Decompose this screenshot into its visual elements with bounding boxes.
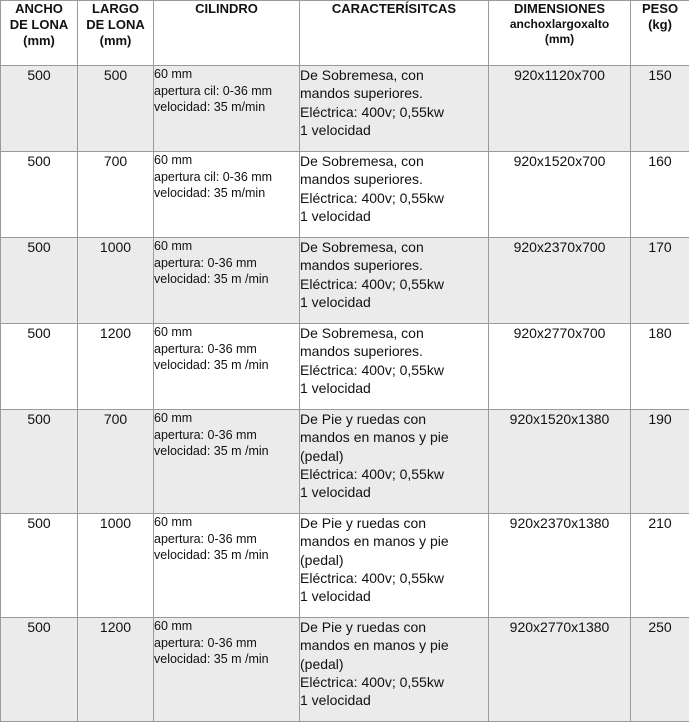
cell-cilindro: [154, 618, 300, 722]
cilindro-line: 60 mm: [154, 239, 193, 253]
caracteristicas-line: De Sobremesa, con: [300, 67, 424, 83]
cell-caracteristicas: [300, 618, 489, 722]
cilindro-line: velocidad: 35 m /min: [154, 444, 269, 458]
header-dimensiones: DIMENSIONES anchoxlargoxalto (mm): [489, 1, 631, 66]
cell-ancho: 500: [1, 410, 78, 514]
caracteristicas-line: mandos superiores.: [300, 343, 423, 360]
cilindro-line: 60 mm: [154, 67, 193, 81]
caracteristicas-line: De Sobremesa, con: [300, 153, 424, 169]
cilindro-line: apertura: 0-36 mm: [154, 635, 257, 650]
cell-cilindro: [154, 238, 300, 324]
cell-dimensiones: 920x1520x700: [489, 152, 631, 238]
caracteristicas-line: De Pie y ruedas con: [300, 515, 427, 531]
caracteristicas-line: Eléctrica: 400v; 0,55kw: [300, 361, 444, 378]
cilindro-line: apertura: 0-36 mm: [154, 341, 257, 356]
caracteristicas-line: mandos superiores.: [300, 257, 423, 274]
header-caracteristicas: CARACTERÍSITCAS: [300, 1, 489, 66]
caracteristicas-line: De Sobremesa, con: [300, 325, 424, 341]
cilindro-line: apertura: 0-36 mm: [154, 255, 257, 270]
cilindro-line: 60 mm: [154, 515, 193, 529]
cell-cilindro: [154, 66, 300, 152]
caracteristicas-line: mandos superiores.: [300, 85, 423, 102]
cell-caracteristicas: [300, 238, 489, 324]
cilindro-line: apertura cil: 0-36 mm: [154, 83, 273, 98]
cell-largo: 1000: [78, 514, 154, 618]
caracteristicas-line: De Pie y ruedas con: [300, 619, 427, 635]
cilindro-line: 60 mm: [154, 153, 193, 167]
caracteristicas-line: De Pie y ruedas con: [300, 411, 427, 427]
table-row: [1, 618, 689, 722]
cell-largo: 700: [78, 410, 154, 514]
cell-peso: 210: [631, 514, 689, 618]
cell-caracteristicas: [300, 324, 489, 410]
cell-largo: 1200: [78, 618, 154, 722]
caracteristicas-line: Eléctrica: 400v; 0,55kw: [300, 189, 444, 206]
cilindro-line: velocidad: 35 m /min: [154, 358, 269, 372]
caracteristicas-line: 1 velocidad: [300, 293, 371, 310]
cell-ancho: 500: [1, 238, 78, 324]
header-cilindro: CILINDRO: [154, 1, 300, 66]
cell-peso: 150: [631, 66, 689, 152]
header-row: [1, 1, 689, 66]
cell-caracteristicas: [300, 410, 489, 514]
cilindro-line: velocidad: 35 m /min: [154, 272, 269, 286]
cell-dimensiones: 920x2770x1380: [489, 618, 631, 722]
table-row: [1, 514, 689, 618]
caracteristicas-line: 1 velocidad: [300, 692, 371, 709]
cell-dimensiones: 920x1120x700: [489, 66, 631, 152]
caracteristicas-line: 1 velocidad: [300, 207, 371, 224]
cell-largo: 700: [78, 152, 154, 238]
cell-peso: 180: [631, 324, 689, 410]
table-row: [1, 238, 689, 324]
caracteristicas-line: (pedal): [300, 551, 344, 568]
cell-caracteristicas: [300, 152, 489, 238]
caracteristicas-line: (pedal): [300, 447, 344, 464]
caracteristicas-line: 1 velocidad: [300, 379, 371, 396]
caracteristicas-line: (pedal): [300, 655, 344, 672]
cell-peso: 250: [631, 618, 689, 722]
caracteristicas-line: 1 velocidad: [300, 484, 371, 501]
cell-peso: 160: [631, 152, 689, 238]
cell-largo: 1200: [78, 324, 154, 410]
caracteristicas-line: mandos superiores.: [300, 171, 423, 188]
header-peso: PESO (kg): [631, 1, 689, 66]
cell-largo: 1000: [78, 238, 154, 324]
cell-ancho: 500: [1, 618, 78, 722]
cilindro-line: apertura cil: 0-36 mm: [154, 169, 273, 184]
caracteristicas-line: mandos en manos y pie: [300, 533, 449, 550]
caracteristicas-line: 1 velocidad: [300, 121, 371, 138]
cilindro-line: apertura: 0-36 mm: [154, 427, 257, 442]
cell-cilindro: [154, 410, 300, 514]
cilindro-line: 60 mm: [154, 619, 193, 633]
caracteristicas-line: De Sobremesa, con: [300, 239, 424, 255]
caracteristicas-line: Eléctrica: 400v; 0,55kw: [300, 673, 444, 690]
cell-dimensiones: 920x1520x1380: [489, 410, 631, 514]
cell-dimensiones: 920x2370x700: [489, 238, 631, 324]
cell-dimensiones: 920x2370x1380: [489, 514, 631, 618]
cilindro-line: velocidad: 35 m/min: [154, 100, 266, 114]
table-row: [1, 66, 689, 152]
cell-cilindro: [154, 152, 300, 238]
cell-cilindro: [154, 324, 300, 410]
cell-largo: 500: [78, 66, 154, 152]
header-largo: LARGO DE LONA (mm): [78, 1, 154, 66]
cilindro-line: apertura: 0-36 mm: [154, 531, 257, 546]
cilindro-line: velocidad: 35 m /min: [154, 548, 269, 562]
cell-ancho: 500: [1, 324, 78, 410]
cilindro-line: 60 mm: [154, 325, 193, 339]
caracteristicas-line: Eléctrica: 400v; 0,55kw: [300, 569, 444, 586]
caracteristicas-line: Eléctrica: 400v; 0,55kw: [300, 275, 444, 292]
cell-dimensiones: 920x2770x700: [489, 324, 631, 410]
cell-caracteristicas: [300, 514, 489, 618]
cilindro-line: velocidad: 35 m /min: [154, 652, 269, 666]
cell-peso: 190: [631, 410, 689, 514]
cell-peso: 170: [631, 238, 689, 324]
header-ancho: ANCHO DE LONA (mm): [1, 1, 78, 66]
cell-ancho: 500: [1, 514, 78, 618]
caracteristicas-line: mandos en manos y pie: [300, 429, 449, 446]
cell-cilindro: [154, 514, 300, 618]
caracteristicas-line: 1 velocidad: [300, 588, 371, 605]
caracteristicas-line: Eléctrica: 400v; 0,55kw: [300, 465, 444, 482]
cell-ancho: 500: [1, 66, 78, 152]
cilindro-line: 60 mm: [154, 411, 193, 425]
cilindro-line: velocidad: 35 m/min: [154, 186, 266, 200]
table-row: [1, 410, 689, 514]
cell-caracteristicas: [300, 66, 489, 152]
table-row: [1, 324, 689, 410]
table-row: [1, 152, 689, 238]
caracteristicas-line: Eléctrica: 400v; 0,55kw: [300, 103, 444, 120]
cell-ancho: 500: [1, 152, 78, 238]
caracteristicas-line: mandos en manos y pie: [300, 637, 449, 654]
